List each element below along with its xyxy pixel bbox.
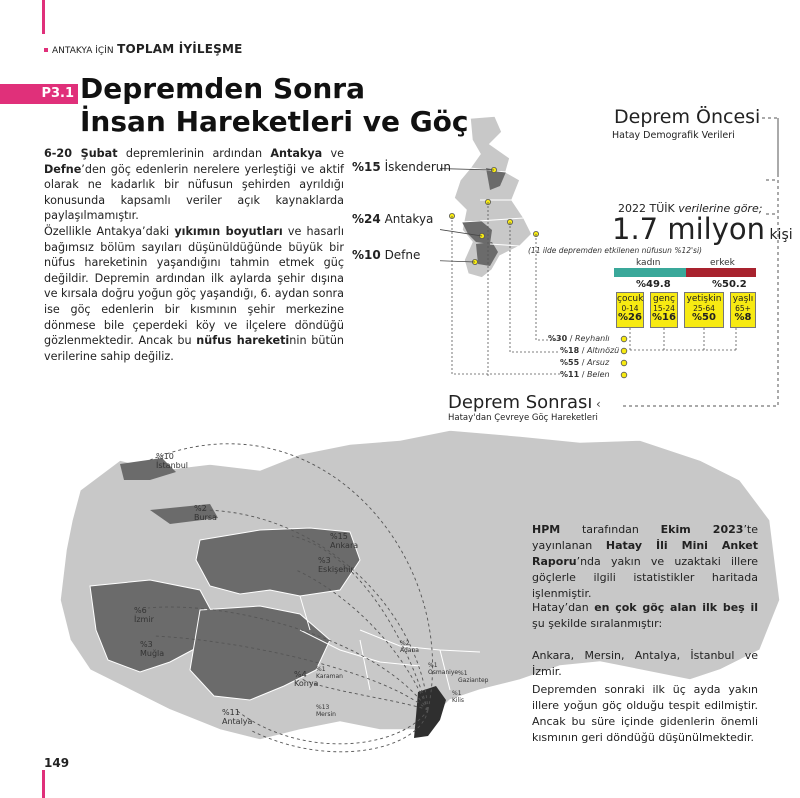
- age-range: 15-24: [653, 304, 675, 313]
- age-range: 25-64: [693, 304, 715, 313]
- big-number-unit: kişi: [765, 227, 793, 243]
- age-pct: %26: [618, 312, 642, 323]
- age-box-elderly: [730, 292, 756, 328]
- detail-paragraph: [44, 224, 344, 364]
- p1-text1: depremlerinin ardından: [117, 147, 271, 160]
- report-paragraph: HPM tarafından Ekim 2023’te yayınlanan Hatay İli Mini Anket Raporu’nda yakın ve uzaktaki illere göçlerle ilgili istatistikler haritada işlenmiştir.: [532, 523, 759, 600]
- return-paragraph: Depremden sonraki ilk üç ayda yakın illere yoğun göç olduğu tespit edilmiştir. Ancak bu süre içinde gidenlerin önemli kısmının geri döndüğü düşünülmektedir.: [532, 683, 758, 744]
- hatay-region: [414, 686, 446, 738]
- after-arrow-icon: ‹: [596, 397, 601, 411]
- label-istanbul: %10 İstanbul: [156, 452, 189, 470]
- gender-bar-male: [686, 268, 756, 277]
- label-name: İskenderun: [384, 160, 452, 174]
- top-edge-mark: [42, 0, 45, 34]
- gender-label-female: kadın: [636, 258, 661, 268]
- p2-text1: Özellikle Antakya’daki: [44, 225, 175, 238]
- population-note: (11 ilde depremden etkilenen nüfusun %12'si): [528, 246, 702, 255]
- p2-bold1: yıkımın boyutları: [174, 225, 283, 238]
- p1-text2: ve: [322, 147, 345, 160]
- label-name: Defne: [384, 248, 421, 262]
- p2-bold2: nüfus hareketi: [196, 334, 290, 348]
- hatay-map: [440, 110, 560, 400]
- age-label: çocuk: [617, 294, 644, 304]
- label-ankara: %15 Ankara: [330, 532, 359, 550]
- bottom-edge-mark: [42, 770, 45, 798]
- age-label: yetişkin: [686, 294, 722, 304]
- label-osmaniye: %1 Osmaniye: [428, 662, 459, 676]
- page-title: [80, 72, 469, 138]
- p1-bold2: Antakya: [270, 147, 323, 160]
- label-eskisehir: %3 Eskişehir: [318, 556, 354, 574]
- section-badge: P3.1: [0, 84, 78, 104]
- section-small: ANTAKYA İÇİN: [52, 46, 114, 56]
- label-belen: %11 / Belen: [560, 370, 610, 379]
- label-izmir: %6 İzmir: [134, 606, 154, 624]
- section-header: [44, 42, 243, 56]
- label-reyhanli: %30 / Reyhanlı: [548, 334, 610, 343]
- page-number: 149: [44, 756, 70, 770]
- age-pct: %50: [692, 312, 716, 323]
- after-subtitle: Hatay'dan Çevreye Göç Hareketleri: [448, 413, 598, 423]
- age-range: 65+: [735, 304, 751, 313]
- label-karaman: %1 Karaman: [316, 666, 343, 680]
- before-subtitle: Hatay Demografik Verileri: [612, 130, 735, 141]
- label-adana: %2 Adana: [400, 640, 419, 654]
- age-label: genç: [653, 294, 675, 304]
- label-pct: %10: [352, 248, 381, 262]
- big-number: 1.7 milyon: [612, 212, 765, 246]
- population-number: [612, 212, 793, 246]
- p2-text2: ve hasarlı bağımsız bölüm sayıları düşünüldüğünde büyük bir nüfus hareketinin yaşandığını tahmin etmek güç değildir. Depremin ardından ilk aylarda şehir dışına ve kırsala doğru yoğun göç yaşandığı, 6. aydan sonra ise göç edenlerin bir kısmının şehir merkezine dönmese bile çeperdeki köy ve ilçelere döndüğü gözlenmektedir. Ancak bu: [44, 225, 345, 348]
- label-mugla: %3 Muğla: [140, 640, 165, 658]
- intro-paragraph: [44, 146, 344, 224]
- header-bullet: [44, 48, 48, 52]
- label-bursa: %2 Bursa: [194, 504, 217, 522]
- age-pct: %16: [652, 312, 676, 323]
- label-antalya: %11 Antalya: [222, 708, 253, 726]
- p1-text3: ’den göç edenlerin nerelere yerleştiği ve aktif olarak ne kadarlık bir nüfusun şehirden ayrıldığı konusunda kapsamlı veriler açık kaynaklarda paylaşılmamıştır.: [44, 162, 344, 223]
- title-line1: Depremden Sonra: [80, 72, 366, 105]
- label-altinozu: %18 / Altınözü: [560, 346, 620, 355]
- label-konya: %4 Konya: [294, 670, 319, 688]
- source-plain: 2022 TÜİK: [618, 202, 675, 215]
- label-pct: %15: [352, 160, 381, 174]
- gender-pct-male: %50.2: [712, 279, 747, 290]
- label-arsuz: %55 / Arsuz: [560, 358, 610, 367]
- age-range: 0-14: [621, 304, 639, 313]
- p1-bold3: Defne: [44, 162, 82, 176]
- title-line2: İnsan Hareketleri ve Göç: [80, 105, 469, 138]
- top5-paragraph: Hatay’dan en çok göç alan ilk beş il şu şekilde sıralanmıştır:: [532, 601, 759, 630]
- label-name: Antakya: [384, 212, 434, 226]
- age-pct: %8: [734, 312, 752, 323]
- top5-list: Ankara, Mersin, Antalya, İstanbul ve İzmir.: [532, 649, 758, 678]
- age-label: yaşlı: [732, 294, 754, 304]
- label-defne: [352, 248, 420, 262]
- source-italic: verilerine göre;: [674, 202, 763, 215]
- label-gaziantep: %1 Gaziantep: [458, 670, 489, 684]
- label-iskenderun: [352, 160, 451, 174]
- gender-bar-female: [614, 268, 686, 277]
- label-mersin: %13 Mersin: [316, 704, 336, 718]
- label-kilis: %1 Kilis: [452, 690, 465, 704]
- label-antakya: [352, 212, 433, 226]
- label-pct: %24: [352, 212, 381, 226]
- before-bracket: [600, 116, 800, 412]
- section-bold: TOPLAM İYİLEŞME: [117, 42, 243, 56]
- age-box-child: [616, 292, 644, 328]
- p2-text3: nin bütün verilerine sahip değiliz.: [44, 334, 345, 363]
- before-title: Deprem Öncesi: [614, 106, 761, 128]
- gender-pct-female: %49.8: [636, 279, 671, 290]
- p1-bold1: 6-20 Şubat: [44, 147, 118, 160]
- age-box-adult: [684, 292, 724, 328]
- age-box-young: [650, 292, 678, 328]
- gender-label-male: erkek: [710, 258, 735, 268]
- after-title: Deprem Sonrası: [448, 392, 593, 413]
- age-connector-lines: [628, 328, 738, 358]
